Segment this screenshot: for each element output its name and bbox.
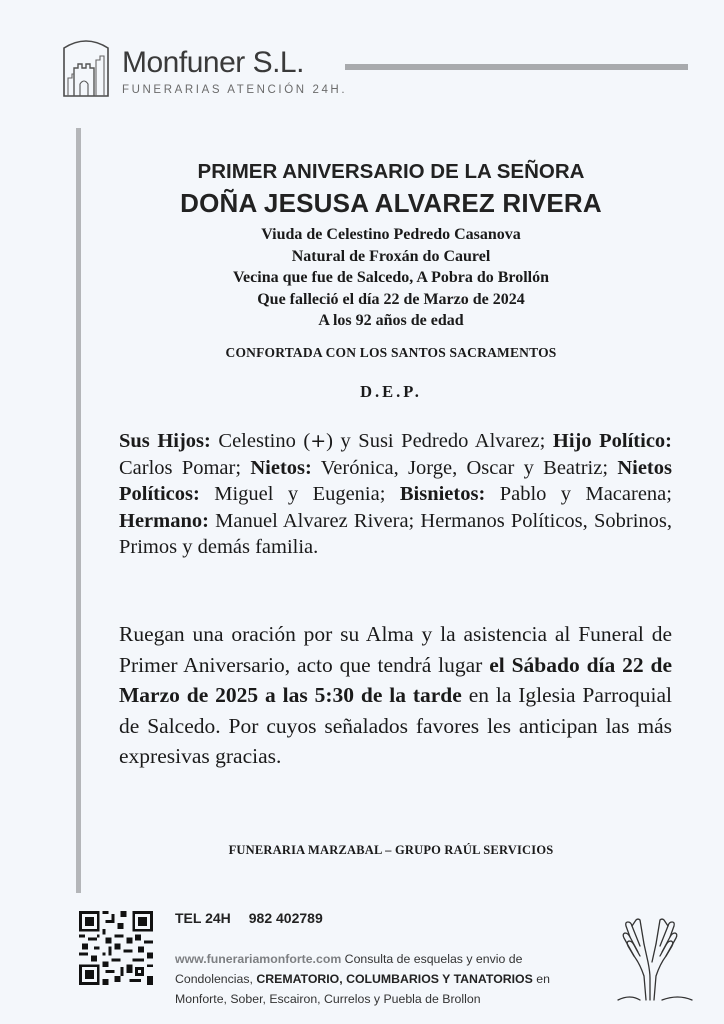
phone-label: TEL 24H: [175, 910, 231, 926]
detail-line: Viuda de Celestino Pedredo Casanova: [261, 226, 521, 243]
footer-text: en Monforte, Sober, Escairon, Currelos y Puebla de Brollon: [175, 972, 550, 1006]
family-paragraph: [119, 428, 672, 561]
praying-hands-icon: [600, 916, 700, 1004]
family-text: Manuel Alvarez Rivera; Hermanos Políticos, Sobrinos, Primos y demás familia.: [119, 509, 672, 558]
sacraments-line: CONFORTADA CON LOS SANTOS SACRAMENTOS: [225, 345, 557, 360]
family-text: Celestino (: [210, 430, 311, 452]
detail-line: Que falleció el día 22 de Marzo de 2024: [257, 290, 525, 308]
funeral-text: en la Iglesia Parroquial de Salcedo. Por cuyos señalados favores les anticipan las más expresivas gracias.: [119, 683, 672, 769]
detail-line: A los 92 años de edad: [318, 312, 464, 329]
brand-tagline: FUNERARIAS ATENCIÓN 24H.: [122, 84, 348, 96]
funeraria-name: FUNERARIA MARZABAL – GRUPO RAÚL SERVICIOS: [228, 843, 554, 857]
qr-code-icon: [79, 911, 153, 985]
cross-icon: +: [310, 430, 327, 452]
brand-name: Monfuner S.L.: [122, 46, 304, 79]
deceased-name: DOÑA JESUSA ALVAREZ RIVERA: [180, 188, 602, 218]
family-text: ) y Susi Pedredo Alvarez;: [326, 430, 553, 452]
phone-line: [175, 910, 323, 926]
funeral-paragraph: [119, 619, 672, 772]
family-label-hijo-politico: Hijo Político:: [552, 430, 672, 452]
family-label-nietos: Nietos:: [250, 456, 312, 479]
castle-tower-logo-icon: [60, 38, 112, 100]
family-label-hijos: Sus Hijos:: [119, 430, 211, 452]
phone-number[interactable]: 982 402789: [248, 910, 323, 926]
deceased-details: [96, 224, 686, 332]
website-link[interactable]: www.funerariamonforte.com: [175, 952, 342, 966]
detail-line: Natural de Froxán do Caurel: [291, 247, 491, 265]
family-text: Verónica, Jorge, Oscar y Beatriz;: [311, 456, 618, 479]
funeral-date: el Sábado día 22 de Marzo de 2025 a las 5:30 de la tarde: [119, 652, 672, 708]
footer-services: CREMATORIO, COLUMBARIOS Y TANATORIOS: [256, 972, 533, 986]
family-label-hermano: Hermano:: [119, 509, 209, 532]
footer-info: [175, 949, 600, 1009]
notice-title: PRIMER ANIVERSARIO DE LA SEÑORA: [197, 160, 585, 183]
left-vertical-divider: [76, 128, 81, 893]
funeral-text: Ruegan una oración por su Alma y la asistencia al Funeral de Primer Aniversario, acto que tendrá lugar: [119, 622, 672, 677]
family-text: Carlos Pomar;: [119, 456, 251, 479]
family-text: Miguel y Eugenia;: [199, 483, 400, 505]
footer-text: Consulta de esquelas y envio de Condolencias,: [175, 952, 523, 986]
dep-line: D.E.P.: [360, 382, 422, 401]
family-label-bisnietos: Bisnietos:: [399, 483, 486, 505]
detail-line: Vecina que fue de Salcedo, A Pobra do Brollón: [232, 269, 550, 286]
family-text: Pablo y Macarena;: [485, 483, 672, 505]
header-divider: [345, 64, 688, 70]
family-label-nietos-politicos: Nietos Políticos:: [119, 456, 672, 505]
